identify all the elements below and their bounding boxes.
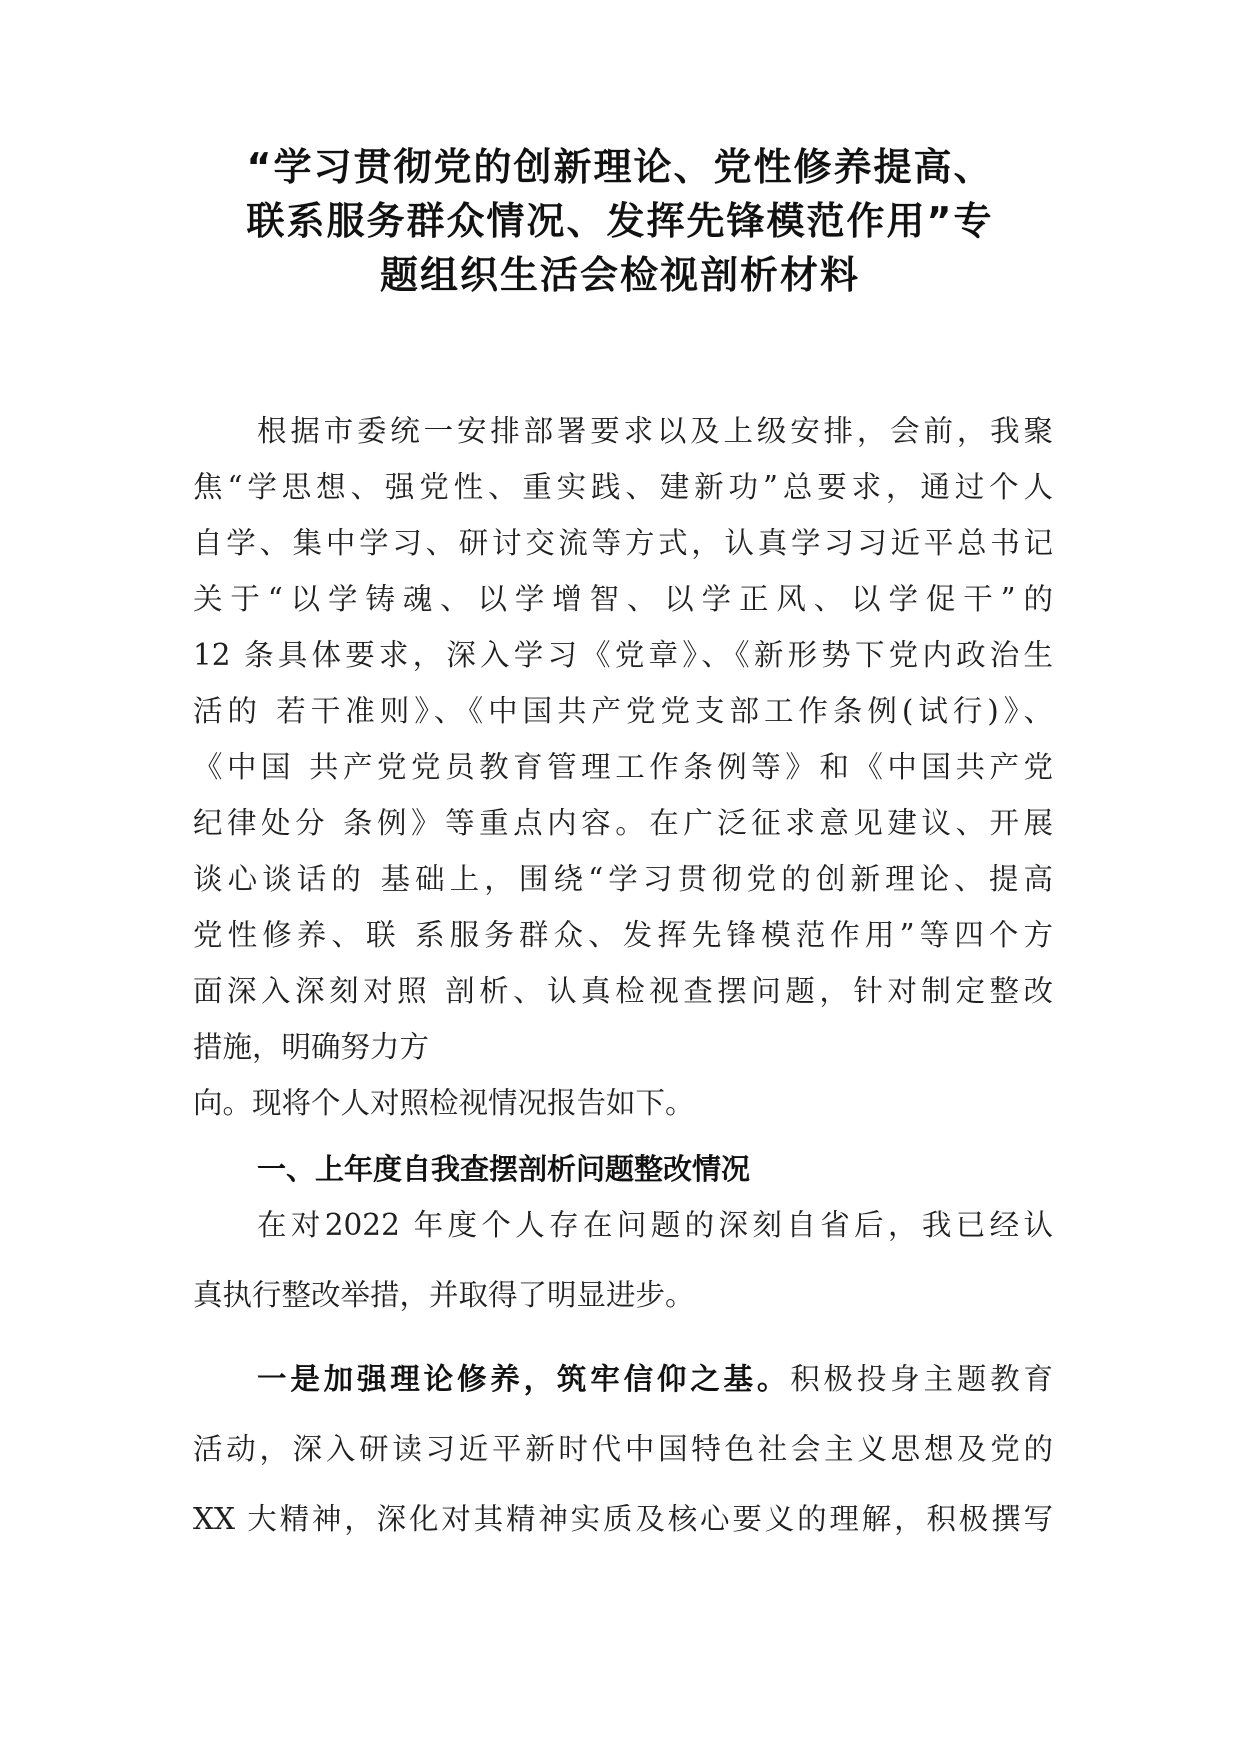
intro-line-9: 谈心谈话的 基础上，围绕“学习贯彻党的创新理论、提高	[193, 862, 1053, 896]
intro-line-13: 向。现将个人对照检视情况报告如下。	[193, 1086, 695, 1120]
intro-line-2: 焦“学思想、强党性、重实践、建新功”总要求，通过个人	[193, 470, 1053, 504]
title-line-3: 题组织生活会检视剖析材料	[379, 253, 860, 297]
intro-line-3: 自学、集中学习、研讨交流等方式，认真学习习近平总书记	[193, 526, 1053, 560]
point1-first-rest: 积极投身主题教育	[790, 1362, 1053, 1396]
point1-lead: 一是加强理论修养，筑牢信仰之基。	[257, 1362, 791, 1396]
section1-line-1: 在对2022 年度个人存在问题的深刻自省后，我已经认	[257, 1208, 1053, 1242]
intro-line-10: 党性修养、联 系服务群众、发挥先锋模范作用”等四个方	[193, 918, 1053, 952]
paragraph-spacer	[193, 1337, 1053, 1351]
intro-line-5: 12 条具体要求，深入学习《党章》、《新形势下党内政治生	[193, 638, 1053, 672]
section1-paragraph	[193, 1197, 1053, 1337]
point1-paragraph	[193, 1351, 1053, 1561]
document-title	[170, 140, 1070, 302]
section-heading-1: 一、上年度自我查摆剖析问题整改情况	[257, 1152, 751, 1186]
point1-line-3: XX 大精神，深化对其精神实质及核心要义的理解，积极撰写	[193, 1502, 1053, 1536]
title-line-2: 联系服务群众情况、发挥先锋模范作用”专	[246, 199, 994, 243]
point1-line-1	[193, 1351, 1053, 1421]
point1-line-2: 活动，深入研读习近平新时代中国特色社会主义思想及党的	[193, 1432, 1053, 1466]
intro-line-11: 面深入深刻对照 剖析、认真检视查摆问题，针对制定整改	[193, 974, 1053, 1008]
intro-paragraph	[193, 403, 1053, 1131]
intro-line-6: 活的 若干准则》、《中国共产党党支部工作条例(试行)》、	[193, 694, 1053, 728]
intro-line-8: 纪律处分 条例》等重点内容。在广泛征求意见建议、开展	[193, 806, 1053, 840]
document-body	[193, 403, 1053, 1561]
intro-line-7: 《中国 共产党党员教育管理工作条例等》和《中国共产党	[193, 750, 1053, 784]
section1-line-2: 真执行整改举措，并取得了明显进步。	[193, 1278, 695, 1312]
intro-line-1: 根据市委统一安排部署要求以及上级安排，会前，我聚	[257, 414, 1053, 448]
intro-line-4: 关于“以学铸魂、以学增智、以学正风、以学促干”的	[193, 582, 1053, 616]
intro-line-12: 措施，明确努力方	[193, 1030, 430, 1064]
title-line-1: “学习贯彻党的创新理论、党性修养提高、	[246, 145, 994, 189]
